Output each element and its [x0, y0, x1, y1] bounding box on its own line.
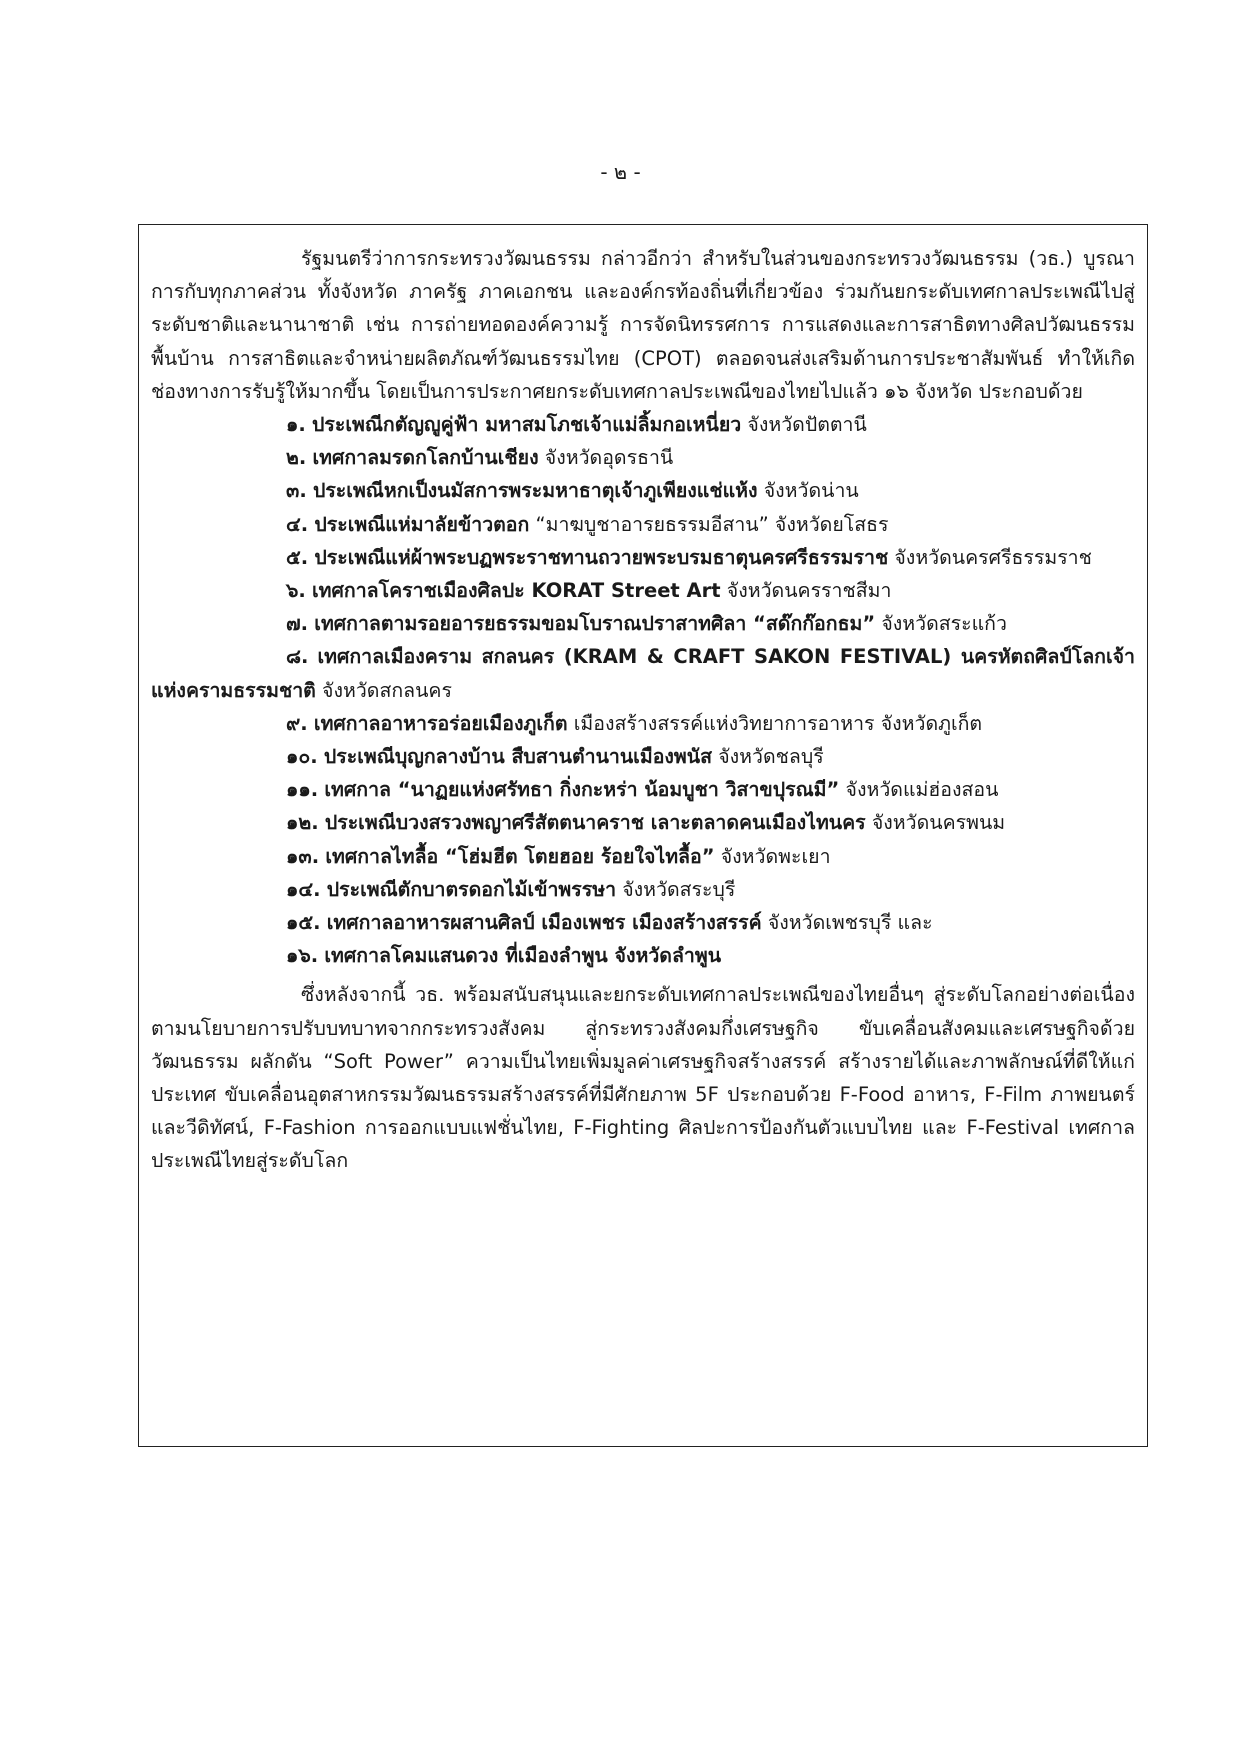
item-title: ประเพณีบุญกลางบ้าน สืบสานตำนานเมืองพนัส — [323, 745, 713, 769]
item-number: ๑. — [286, 413, 306, 437]
item-number: ๑๖. — [286, 944, 319, 968]
item-number: ๗. — [286, 612, 309, 636]
item-number: ๑๒. — [286, 811, 319, 835]
item-number: ๑๓. — [286, 844, 320, 868]
content-box — [138, 224, 1148, 1447]
item-title: เทศกาลอาหารผสานศิลป์ เมืองเพชร เมืองสร้างสรรค์ — [326, 911, 762, 935]
list-item — [151, 408, 1135, 441]
item-province: จังหวัดน่าน — [757, 479, 859, 503]
list-item — [151, 508, 1135, 541]
item-province: จังหวัดอุดรธานี — [538, 446, 674, 470]
list-item — [151, 640, 1135, 706]
item-number: ๑๑. — [286, 778, 319, 802]
item-title: เทศกาลมรดกโลกบ้านเชียง — [312, 446, 539, 470]
list-item — [151, 541, 1135, 574]
list-item — [151, 607, 1135, 640]
item-province: “มาฆบูชาอารยธรรมอีสาน” จังหวัดยโสธร — [529, 512, 889, 536]
item-number: ๑๐. — [286, 745, 318, 769]
item-title: เทศกาลเมืองคราม สกลนคร (KRAM & CRAFT SAKON FESTIVAL) นครหัตถศิลป์โลกเจ้าแห่งครามธรรมชาติ — [151, 645, 1136, 702]
list-item — [151, 474, 1135, 507]
list-item — [151, 873, 1135, 906]
list-item — [151, 939, 1135, 972]
item-title: ประเพณีหกเป็งนมัสการพระมหาธาตุเจ้าภูเพียงแช่แห้ง — [312, 479, 758, 503]
item-province: จังหวัดสระบุรี — [616, 877, 736, 901]
festival-list — [151, 408, 1135, 972]
item-number: ๕. — [286, 545, 309, 569]
item-title: ประเพณีบวงสรวงพญาศรีสัตตนาคราช เลาะตลาดคนเมืองไทนคร — [324, 811, 866, 835]
item-province: จังหวัดพะเยา — [714, 844, 831, 868]
item-number: ๓. — [286, 479, 307, 503]
list-item — [151, 707, 1135, 740]
item-number: ๑๔. — [286, 877, 321, 901]
item-province: จังหวัดเพชรบุรี และ — [761, 911, 933, 935]
list-item — [151, 806, 1135, 839]
item-title: เทศกาลไทลื้อ “โฮ่มฮีต โตยฮอย ร้อยใจไทลื้อ” — [325, 844, 715, 868]
item-number: ๑๕. — [286, 911, 321, 935]
item-title: ประเพณีกตัญญูคู่ฟ้า มหาสมโภชเจ้าแม่ลิ้มกอเหนี่ยว — [312, 413, 742, 437]
list-item — [151, 840, 1135, 873]
list-item — [151, 441, 1135, 474]
item-province: จังหวัดชลบุรี — [712, 745, 824, 769]
item-title: เทศกาล “นาฏยแห่งศรัทธา กิ่งกะหร่า น้อมบูชา วิสาขปุรณมี” — [324, 778, 840, 802]
item-province: จังหวัดนครราชสีมา — [720, 579, 892, 603]
item-title: เทศกาลตามรอยอารยธรรมขอมโบราณปราสาทศิลา “สด๊กก๊อกธม” — [314, 612, 876, 636]
item-title: ประเพณีแห่ผ้าพระบฏพระราชทานถวายพระบรมธาตุนครศรีธรรมราช — [314, 545, 889, 569]
list-item — [151, 574, 1135, 607]
item-province: เมืองสร้างสรรค์แห่งวิทยาการอาหาร จังหวัดภูเก็ต — [567, 711, 983, 735]
item-title: ประเพณีตักบาตรดอกไม้เข้าพรรษา — [326, 877, 617, 901]
list-item — [151, 740, 1135, 773]
item-province: จังหวัดนครศรีธรรมราช — [888, 545, 1092, 569]
item-number: ๙. — [286, 711, 308, 735]
page-number: - ๒ - — [600, 160, 641, 184]
item-province: จังหวัดสกลนคร — [315, 678, 452, 702]
item-title: ประเพณีแห่มาลัยข้าวตอก — [314, 512, 530, 536]
closing-paragraph: ซึ่งหลังจากนี้ วธ. พร้อมสนับสนุนและยกระดับเทศกาลประเพณีของไทยอื่นๆ สู่ระดับโลกอย่างต่อเนื่อง ตามนโยบายการปรับบทบาทจากกระทรวงสังคม สู่กระทรวงสังคมกึ่งเศรษฐกิจ ขับเคลื่อนสังคมและเศรษฐกิจด้วยวัฒนธรรม ผลักดัน “Soft Power” ความเป็นไทยเพิ่มมูลค่าเศรษฐกิจสร้างสรรค์ สร้างรายได้และภาพลักษณ์ที่ดีให้แก่ประเทศ ขับเคลื่อนอุตสาหกรรมวัฒนธรรมสร้างสรรค์ที่มีศักยภาพ 5F ประกอบด้วย F-Food อาหาร, F-Film ภาพยนตร์และวีดิทัศน์, F-Fashion การออกแบบแฟชั่นไทย, F-Fighting ศิลปะการป้องกันตัวแบบไทย และ F-Festival เทศกาลประเพณีไทยสู่ระดับโลก — [151, 983, 1135, 1173]
item-province: จังหวัดปัตตานี — [741, 413, 867, 437]
list-item — [151, 773, 1135, 806]
item-province: จังหวัดสระแก้ว — [875, 612, 1007, 636]
item-number: ๔. — [286, 512, 309, 536]
item-province: จังหวัดนครพนม — [865, 811, 1006, 835]
item-number: ๒. — [286, 446, 307, 470]
item-province: จังหวัดแม่ฮ่องสอน — [839, 778, 999, 802]
list-item — [151, 906, 1135, 939]
item-title: เทศกาลโคราชเมืองศิลปะ KORAT Street Art — [312, 579, 721, 603]
item-number: ๖. — [286, 579, 306, 603]
item-title: เทศกาลโคมแสนดวง ที่เมืองลำพูน จังหวัดลำพูน — [324, 944, 722, 968]
item-number: ๘. — [286, 645, 309, 669]
intro-paragraph: รัฐมนตรีว่าการกระทรวงวัฒนธรรม กล่าวอีกว่า สำหรับในส่วนของกระทรวงวัฒนธรรม (วธ.) บูรณาการกับทุกภาคส่วน ทั้งจังหวัด ภาครัฐ ภาคเอกชน และองค์กรท้องถิ่นที่เกี่ยวข้อง ร่วมกันยกระดับเทศกาลประเพณีไปสู่ระดับชาติและนานาชาติ เช่น การถ่ายทอดองค์ความรู้ การจัดนิทรรศการ การแสดงและการสาธิตทางศิลปวัฒนธรรมพื้นบ้าน การสาธิตและจำหน่ายผลิตภัณฑ์วัฒนธรรมไทย (CPOT) ตลอดจนส่งเสริมด้านการประชาสัมพันธ์ ทำให้เกิดช่องทางการรับรู้ให้มากขึ้น โดยเป็นการประกาศยกระดับเทศกาลประเพณีของไทยไปแล้ว ๑๖ จังหวัด ประกอบด้วย — [151, 247, 1135, 403]
item-title: เทศกาลอาหารอร่อยเมืองภูเก็ต — [313, 711, 568, 735]
